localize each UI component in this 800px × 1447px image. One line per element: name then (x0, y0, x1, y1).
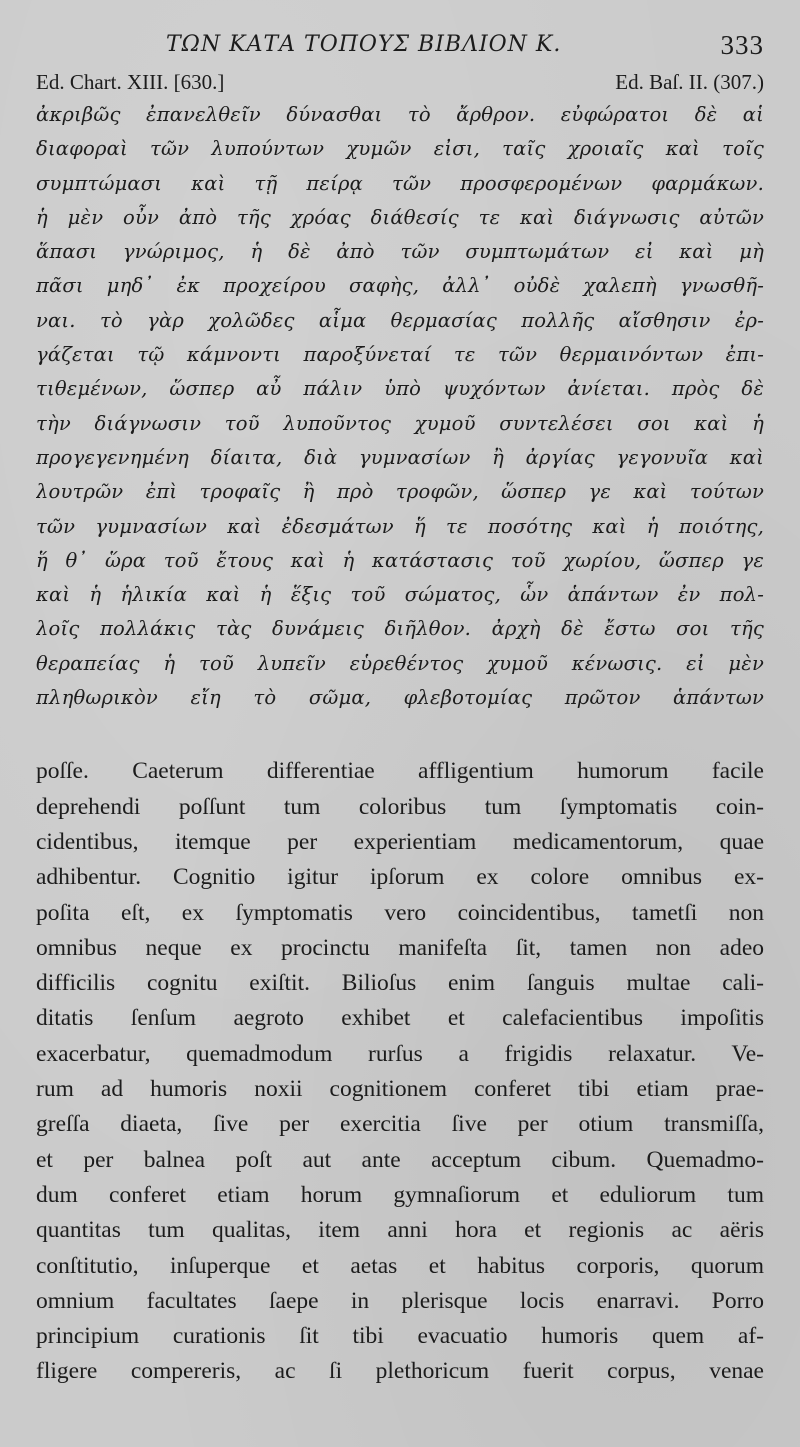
greek-line: ἅπασι γνώριμος, ἡ δὲ ἀπὸ τῶν συμπτωμάτων εἰ καὶ μὴ (36, 240, 764, 264)
running-head (36, 30, 764, 70)
greek-line: πᾶσι μηδ᾽ ἐκ προχείρου σαφὴς, ἀλλ᾽ οὐδὲ χαλεπὴ γνωσθῆ- (36, 274, 764, 298)
latin-line: poſſe. Caeterum differentiae affligentium humorum facile (36, 758, 764, 785)
latin-line: quantitas tum qualitas, item anni hora et regionis ac aëris (36, 1217, 764, 1244)
greek-line: θεραπείας ἡ τοῦ λυπεῖν εὑρεθέντος χυμοῦ κένωσις. εἰ μὲν (36, 651, 764, 675)
latin-line: dum conferet etiam horum gymnaſiorum et eduliorum tum (36, 1181, 764, 1208)
greek-line: λοῖς πολλάκις τὰς δυνάμεις διῆλθον. ἀρχὴ δὲ ἔστω σοι τῆς (36, 617, 764, 641)
greek-line: ἀκριβῶς ἐπανελθεῖν δύνασθαι τὸ ἄρθρον. εὐφώρατοι δὲ αἱ (36, 103, 764, 126)
edition-reference-right: Ed. Baſ. II. (307.) (615, 70, 764, 94)
latin-line: omnium facultates ſaepe in plerisque locis enarravi. Porro (36, 1287, 764, 1314)
latin-line: poſita eſt, ex ſymptomatis vero coincidentibus, tametſi non (36, 899, 764, 926)
greek-line: λουτρῶν ἐπὶ τροφαῖς ἢ πρὸ τροφῶν, ὥσπερ γε καὶ τούτων (36, 480, 764, 504)
greek-line: ἥ θ᾽ ὥρα τοῦ ἔτους καὶ ἡ κατάστασις τοῦ χωρίου, ὥσπερ γε (36, 548, 764, 572)
greek-line: συμπτώμασι καὶ τῇ πείρᾳ τῶν προσφερομένων φαρμάκων. (36, 171, 764, 195)
latin-line: adhibentur. Cognitio igitur ipſorum ex colore omnibus ex- (36, 864, 764, 891)
latin-line: et per balnea poſt aut ante acceptum cibum. Quemadmo- (36, 1146, 764, 1173)
greek-line: διαφοραὶ τῶν λυπούντων χυμῶν εἰσι, ταῖς χροιαῖς καὶ τοῖς (36, 137, 764, 161)
greek-line: τὴν διάγνωσιν τοῦ λυποῦντος χυμοῦ συντελέσει σοι καὶ ἡ (36, 411, 764, 435)
latin-line: principium curationis ſit tibi evacuatio humoris quem af- (36, 1323, 764, 1350)
greek-line: τῶν γυμνασίων καὶ ἐδεσμάτων ἥ τε ποσότης καὶ ἡ ποιότης, (36, 514, 764, 538)
page-number: 333 (720, 30, 764, 60)
latin-text-block (36, 754, 764, 1389)
latin-line: difficilis cognitu exiſtit. Bilioſus enim ſanguis multae cali- (36, 970, 764, 997)
greek-line: πληθωρικὸν εἴη τὸ σῶμα, φλεβοτομίας πρῶτον ἁπάντων (36, 686, 764, 710)
latin-line: greſſa diaeta, ſive per exercitia ſive per otium transmiſſa, (36, 1111, 764, 1138)
edition-reference-left: Ed. Chart. XIII. [630.] (36, 70, 225, 94)
latin-line: deprehendi poſſunt tum coloribus tum ſymptomatis coin- (36, 793, 764, 820)
greek-line: προγεγενημένη δίαιτα, διὰ γυμνασίων ἢ ἀργίας γεγονυῖα καὶ (36, 445, 764, 469)
latin-line: cidentibus, itemque per experientiam medicamentorum, quae (36, 828, 764, 855)
latin-line: rum ad humoris noxii cognitionem conferet tibi etiam prae- (36, 1076, 764, 1103)
greek-line: γάζεται τῷ κάμνοντι παροξύνεταί τε τῶν θερμαινόντων ἐπι- (36, 343, 764, 367)
greek-line: καὶ ἡ ἡλικία καὶ ἡ ἕξις τοῦ σώματος, ὧν ἁπάντων ἐν πολ- (36, 583, 764, 607)
latin-line: omnibus neque ex procinctu manifeſta ſit, tamen non adeo (36, 934, 764, 961)
greek-line: τιθεμένων, ὥσπερ αὖ πάλιν ὑπὸ ψυχόντων ἀνίεται. πρὸς δὲ (36, 377, 764, 401)
latin-line: ditatis ſenſum aegroto exhibet et calefacientibus impoſitis (36, 1005, 764, 1032)
greek-line: ἡ μὲν οὖν ἀπὸ τῆς χρόας διάθεσίς τε καὶ διάγνωσις αὐτῶν (36, 205, 764, 229)
latin-line: fligere compereris, ac ſi plethoricum fuerit corpus, venae (36, 1358, 764, 1385)
greek-line: ναι. τὸ γὰρ χολῶδες αἷμα θερμασίας πολλῆς αἴσθησιν ἐρ- (36, 308, 764, 332)
edition-reference-line (36, 70, 764, 97)
latin-line: exacerbatur, quemadmodum rurſus a frigidis relaxatur. Ve- (36, 1040, 764, 1067)
greek-text-block (36, 98, 764, 715)
latin-line: conſtitutio, inſuperque et aetas et habitus corporis, quorum (36, 1252, 764, 1279)
running-head-title: ΤΩΝ ΚΑΤΑ ΤΟΠΟΥΣ ΒΙΒΛΙΟΝ Κ. (166, 32, 562, 57)
